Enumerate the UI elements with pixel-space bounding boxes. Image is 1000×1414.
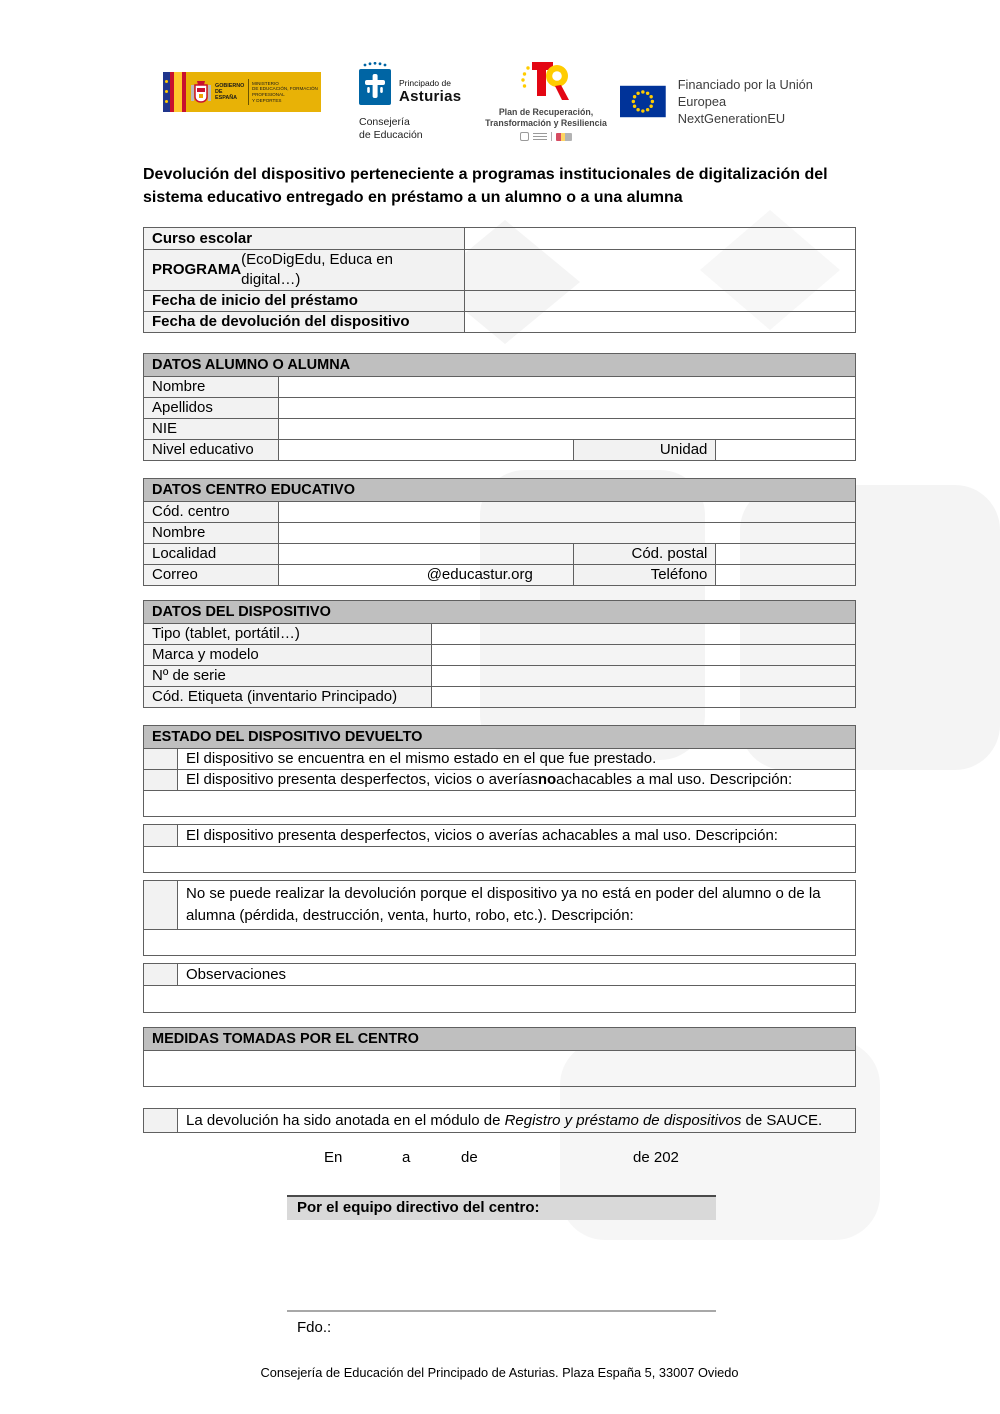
descripcion-no-achacables-input[interactable] [144, 791, 855, 816]
correo-input[interactable] [278, 565, 573, 585]
consejeria-label: Consejería de Educación [359, 116, 423, 141]
logo-principado-asturias [359, 62, 494, 142]
nombre-centro-input[interactable] [278, 523, 855, 543]
table-row [144, 249, 855, 290]
fecha-inicio-label: Fecha de inicio del préstamo [144, 291, 464, 311]
asturias-wordmark: Asturias [399, 88, 462, 105]
table-row [144, 623, 855, 644]
checkbox-desperfectos-no-achacables[interactable] [144, 770, 178, 790]
signature-line [287, 1310, 716, 1312]
unidad-label: Unidad [573, 440, 716, 460]
form-title: Devolución del dispositivo perteneciente a programas institucionales de digitalización del sistema educativo entregado en préstamo a un alumno o a una alumna [143, 166, 828, 206]
cod-postal-label: Cód. postal [573, 544, 716, 564]
telefono-label: Teléfono [573, 565, 716, 585]
checkbox-desperfectos-achacables[interactable] [144, 825, 178, 846]
loan-info-table [143, 227, 856, 333]
checkbox-mismo-estado[interactable] [144, 749, 178, 769]
footer-address: Consejería de Educación del Principado de Asturias. Plaza España 5, 33007 Oviedo [260, 1365, 739, 1380]
table-row [144, 501, 855, 522]
logo-strip [143, 58, 856, 153]
programa-input[interactable] [464, 250, 855, 290]
option-row [144, 964, 855, 985]
apellidos-input[interactable] [278, 398, 855, 418]
spain-flag-icon [163, 72, 186, 112]
date-word-en: En [324, 1149, 343, 1166]
checkbox-no-devolucion[interactable] [144, 881, 178, 929]
section-datos-dispositivo [143, 600, 856, 708]
logo-eu [620, 76, 856, 127]
fecha-devolucion-label: Fecha de devolución del dispositivo [144, 312, 464, 332]
curso-escolar-label: Curso escolar [144, 228, 464, 249]
description-row [144, 985, 855, 1012]
nivel-educativo-label: Nivel educativo [144, 440, 278, 460]
asturias-cross-icon [359, 62, 391, 107]
cod-centro-label: Cód. centro [144, 502, 278, 522]
table-row [144, 564, 855, 585]
coat-of-arms-icon [189, 77, 213, 107]
section-datos-centro [143, 478, 856, 586]
section-header: DATOS ALUMNO O ALUMNA [144, 354, 855, 376]
eu-flag-icon [620, 85, 666, 118]
gobierno-wordmark: GOBIERNO DE ESPAÑA [215, 83, 245, 101]
unidad-input[interactable] [715, 440, 855, 460]
plan-sub-emblems [480, 132, 612, 141]
option-row [144, 748, 855, 769]
apellidos-label: Apellidos [144, 398, 278, 418]
description-row [144, 929, 855, 955]
logo-gobierno-espana [163, 72, 321, 112]
table-row [144, 686, 855, 707]
table-row [144, 665, 855, 686]
eu-funding-label: Financiado por la Unión Europea NextGenerationEU [677, 77, 813, 126]
date-word-a: a [402, 1149, 411, 1166]
num-serie-input[interactable] [431, 666, 855, 686]
section-header: ESTADO DEL DISPOSITIVO DEVUELTO [144, 726, 855, 748]
checkbox-sauce[interactable] [144, 1109, 178, 1132]
description-row [144, 1050, 855, 1086]
section-header: DATOS DEL DISPOSITIVO [144, 601, 855, 623]
num-serie-label: Nº de serie [144, 666, 431, 686]
asturias-small-label: Principado de [399, 78, 451, 88]
tipo-input[interactable] [431, 624, 855, 644]
fecha-devolucion-input[interactable] [464, 312, 855, 332]
nie-label: NIE [144, 419, 278, 439]
date-line [143, 1149, 856, 1169]
nombre-centro-label: Nombre [144, 523, 278, 543]
curso-escolar-input[interactable] [464, 228, 855, 249]
observaciones-input[interactable] [144, 986, 855, 1012]
option-row [144, 881, 855, 929]
option-label: El dispositivo presenta desperfectos, vicios o averías achacables a mal uso. Descripción: [186, 826, 778, 844]
nie-input[interactable] [278, 419, 855, 439]
localidad-label: Localidad [144, 544, 278, 564]
table-row [144, 439, 855, 460]
cod-centro-input[interactable] [278, 502, 855, 522]
plan-tr-icon [517, 58, 575, 100]
nombre-alumno-input[interactable] [278, 377, 855, 397]
table-row [144, 397, 855, 418]
programa-label: PROGRAMA (EcoDigEdu, Educa en digital…) [144, 250, 464, 290]
telefono-input[interactable] [715, 565, 855, 585]
sauce-row [143, 1108, 856, 1133]
medidas-input[interactable] [144, 1051, 855, 1086]
checkbox-observaciones[interactable] [144, 964, 178, 985]
description-row [144, 790, 855, 816]
marca-modelo-label: Marca y modelo [144, 645, 431, 665]
equipo-directivo-bar: Por el equipo directivo del centro: [287, 1195, 716, 1220]
sauce-label: La devolución ha sido anotada en el módulo de Registro y préstamo de dispositivos de SAUCE. [186, 1112, 823, 1129]
descripcion-achacables-input[interactable] [144, 847, 855, 872]
fecha-inicio-input[interactable] [464, 291, 855, 311]
section-medidas [143, 1027, 856, 1087]
plan-wordmark: Plan de Recuperación, Transformación y Resiliencia [485, 107, 607, 128]
table-row [144, 522, 855, 543]
section-header: DATOS CENTRO EDUCATIVO [144, 479, 855, 501]
nombre-label: Nombre [144, 377, 278, 397]
description-row [144, 846, 855, 872]
ministerio-wordmark: MINISTERIO DE EDUCACIÓN, FORMACIÓN PROFESIONAL Y DEPORTES [252, 80, 318, 103]
option-label: Observaciones [186, 965, 287, 983]
table-row [144, 418, 855, 439]
option-label: No se puede realizar la devolución porque el dispositivo ya no está en poder del alumno o de la alumna (pérdida, destrucción, venta, hurto, robo, etc.). Descripción: [186, 885, 821, 924]
logo-plan-recuperacion [480, 58, 612, 141]
date-word-de-year: de 202 [633, 1149, 679, 1166]
option-row [144, 825, 855, 846]
localidad-input[interactable] [278, 544, 573, 564]
correo-sufijo: @educastur.org [426, 566, 533, 583]
section-header: MEDIDAS TOMADAS POR EL CENTRO [144, 1028, 855, 1050]
tipo-label: Tipo (tablet, portátil…) [144, 624, 431, 644]
cod-etiqueta-label: Cód. Etiqueta (inventario Principado) [144, 687, 431, 707]
section-estado-dispositivo [143, 725, 856, 1013]
option-label: El dispositivo presenta desperfectos, vicios o averías no achacables a mal uso. Descripción: [186, 771, 793, 788]
table-row [144, 376, 855, 397]
cod-postal-input[interactable] [715, 544, 855, 564]
marca-modelo-input[interactable] [431, 645, 855, 665]
option-row [144, 769, 855, 790]
table-row [144, 543, 855, 564]
table-row [144, 228, 855, 249]
option-label: El dispositivo se encuentra en el mismo estado en el que fue prestado. [186, 750, 657, 767]
correo-label: Correo [144, 565, 278, 585]
table-row [144, 311, 855, 332]
fdo-label: Fdo.: [297, 1319, 332, 1336]
table-row [144, 290, 855, 311]
date-word-de: de [461, 1149, 478, 1166]
nivel-educativo-input[interactable] [278, 440, 573, 460]
cod-etiqueta-input[interactable] [431, 687, 855, 707]
table-row [144, 644, 855, 665]
descripcion-no-devolucion-input[interactable] [144, 930, 855, 955]
section-datos-alumno [143, 353, 856, 461]
